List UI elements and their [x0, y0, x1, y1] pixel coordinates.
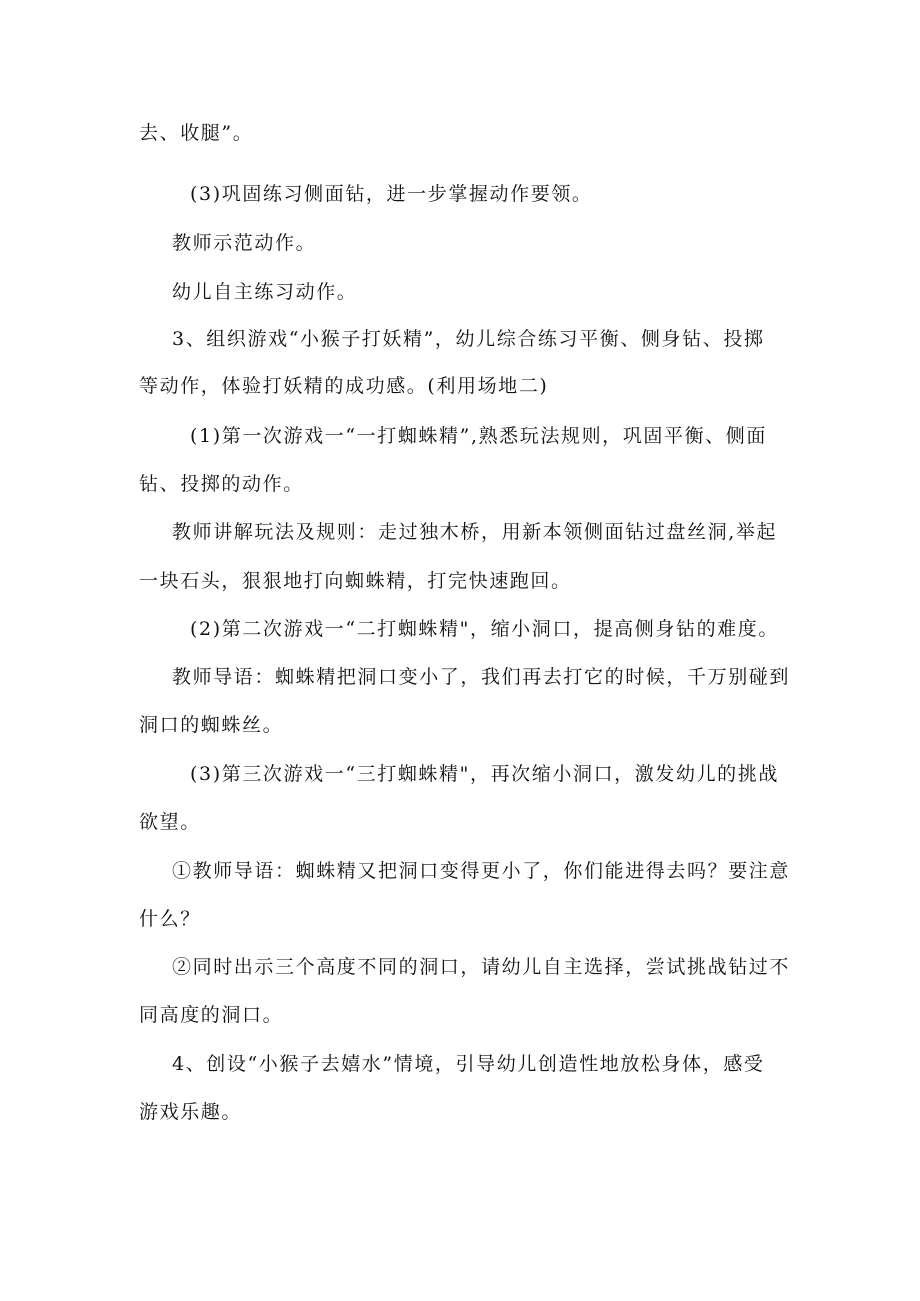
- paragraph-line: (1)第一次游戏一“一打蜘蛛精”,熟悉玩法规则，巩固平衡、侧面: [190, 425, 767, 447]
- paragraph-line: 游戏乐趣。: [139, 1101, 243, 1123]
- paragraph-line: (3)第三次游戏一“三打蜘蛛精"，再次缩小洞口，激发幼儿的挑战: [190, 763, 779, 785]
- paragraph-line: 什么？: [139, 908, 201, 930]
- paragraph-line: 等动作，体验打妖精的成功感。(利用场地二): [139, 375, 549, 397]
- paragraph-line: 4、创设“小猴子去嬉水”情境，引导幼儿创造性地放松身体，感受: [172, 1053, 765, 1075]
- paragraph-line: ②同时出示三个高度不同的洞口，请幼儿自主选择，尝试挑战钻过不: [172, 956, 791, 978]
- paragraph-line: 一块石头，狠狠地打向蜘蛛精，打完快速跑回。: [139, 570, 572, 592]
- paragraph-line: 同高度的洞口。: [139, 1004, 284, 1026]
- paragraph-line: 3、组织游戏“小猴子打妖精”，幼儿综合练习平衡、侧身钻、投掷: [172, 328, 765, 350]
- paragraph-line: 钻、投掷的动作。: [139, 473, 304, 495]
- paragraph-line: 教师导语：蜘蛛精把洞口变小了，我们再去打它的时候，千万别碰到: [172, 666, 791, 688]
- paragraph-line: 教师示范动作。: [172, 232, 317, 254]
- paragraph-line: 洞口的蜘蛛丝。: [139, 714, 284, 736]
- paragraph-line: (3)巩固练习侧面钻，进一步掌握动作要领。: [190, 183, 593, 205]
- paragraph-line: 教师讲解玩法及规则：走过独木桥，用新本领侧面钻过盘丝洞,举起: [172, 521, 778, 543]
- paragraph-line: 幼儿自主练习动作。: [172, 281, 358, 303]
- paragraph-line: 欲望。: [139, 811, 201, 833]
- paragraph-line: ①教师导语：蜘蛛精又把洞口变得更小了，你们能进得去吗？要注意: [172, 860, 791, 882]
- paragraph-line: (2)第二次游戏一“二打蜘蛛精"，缩小洞口，提高侧身钻的难度。: [190, 618, 779, 640]
- paragraph-line: 去、收腿”。: [139, 122, 254, 144]
